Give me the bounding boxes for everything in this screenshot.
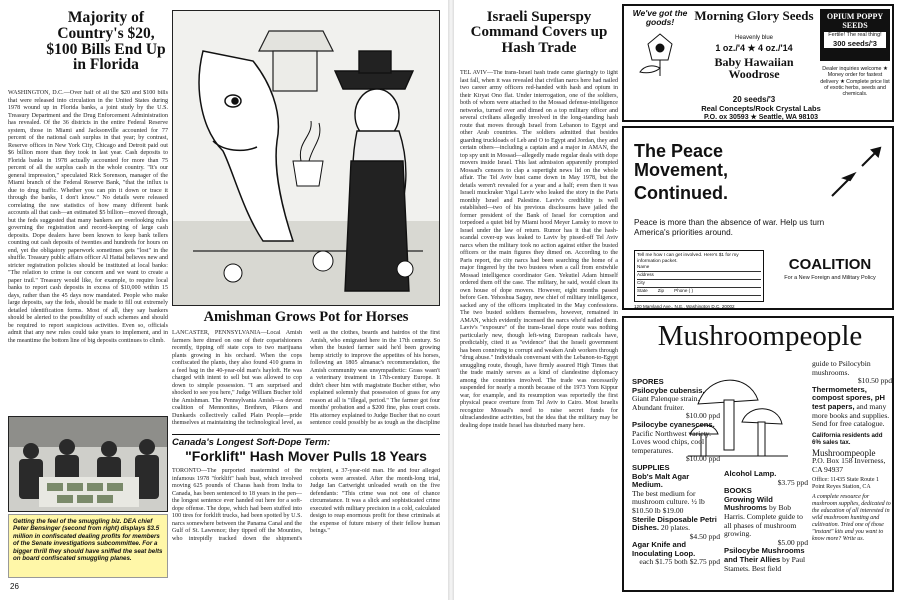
seeds-illustration [632,30,688,78]
forklift-kicker: Canada's Longest Soft-Dope Term: [172,437,331,448]
flower-icon [632,30,688,78]
cubensis-head: Psilocybe cubensis. [632,385,705,395]
amish-headline: Amishman Grows Pot for Horses [203,309,409,325]
petri-text: 20 plates. [660,523,691,533]
photo-bensinger [8,416,168,512]
petri-price: $4.50 ppd [689,531,720,541]
stamets-text: by Paul Stamets. Best field [724,554,806,573]
form-city-field[interactable] [637,280,761,288]
seeds-address: P.O. ox 30593 ★ Seattle, WA 98103 [703,114,819,121]
form-state-row[interactable] [637,288,761,296]
seeds-subtitle-1: Heavenly blue [734,35,774,41]
forklift-body: TORONTO—The purported mastermind of the infamous 1978 "forklift" hash bust, which involved moving 625 pounds of Charas hash from India to Canada, has been sentenced to 18 years in the pen—the longest sentence ever handed out here for a soft-dope offense. The dope, which had been stuffed into 100 tires for forklift trucks, had been spotted by U.S. narcs somewhere between the Panama Canal and the Gulf of St. Lawrence; they tipped off the Mounties, who intrepidly tracked down the shipment's recipient, a 37-year-old man. He and four alleged cohorts were arrested. After the month-long trial, Judge Ian Cartwright unloaded wrath on the five defendants: "This crime was not one of chance circumstance. It was a slick and sophisticated crime executed with military precision in a cold, calculated design to reap enormous profit for these criminals at the expense of future misery of their fellow human beings." [172,468,440,542]
left-page [0,0,448,600]
form-zip-label: Zip [657,288,665,294]
mp-name: Mushroompeople [812,447,876,458]
mushroom-col-3 [812,360,892,590]
seeds-title-2: Baby Hawaiian Woodrose [714,55,794,81]
books-head: BOOKS [724,486,752,496]
right-page [454,0,900,600]
guide-text: guide to Psilocybin mushrooms. [812,360,871,377]
stamets-head: Psilocybe Mushrooms and Their Allies [724,546,805,564]
page-number: 26 [10,582,19,591]
thermometers-head: Thermometers, compost spores, pH test papers, [812,384,885,411]
ad-seeds [622,4,894,122]
illustration-amish-horse [172,10,440,306]
tax-note: California residents add 6% sales tax. [812,431,883,446]
peace-form-line: Tell me how I can get involved. Here's $1 for my information packet. [637,253,739,264]
mushroom-title: Mushroompeople [657,320,863,352]
poppy-title: OPIUM POPPY SEEDS [826,12,884,30]
supplies-head: SUPPLIES [632,462,670,472]
seeds-title-1: Morning Glory Seeds [694,8,814,23]
mp-pobox: P.O. Box 158 Inverness, CA 94937 [812,456,886,474]
poppy-sub: Fertile! The real thing! [824,32,886,39]
cubensis-text: Giant Palenque strain. Abundant fruiter. [632,394,700,412]
cubensis-price: $10.00 ppd [685,411,720,421]
peace-org-address: 120 Maryland Ave., N.E., Washington D.C. 20002 [634,304,735,309]
florida-body: WASHINGTON, D.C.—Over half of all the $20 and $100 bills that were released into circulation in the United States during 1978 wound up in Florida banks, a joint study by the U.S. Treasury Department and the Drug Enforcement Administration has revealed. Of the 36 districts in the entire Federal Reserve system, those in Miami and Jacksonville accounted for 77 percent of the national cash surplus in that year; by contrast, Reserve offices in New York City, Chicago and Detroit paid out $6 billion more than they took in last year. Cash deposits to Florida banks in 1978 actually accounted for more than 75 percent of all the surplus cash in the whole country. "It's our general impression," speculated Rick Sorenson, manager of the Miami branch of the Federal Reserve Bank, "that the influx is due to drug traffic. Whether you can pin it down or trace it through the banks, I don't know." No details were released correlating the raw statistics of how many different bank accounts all that cash—an estimated $5 billion—moved through, but the feds suggested that many bankers are overlooking rules governing the registration and record-keeping of large cash deposits. Dope dealers have been known to keep bank tellers counting out cash deposits of twenties and hundreds for hours on end, yet the obligatory paperwork sometimes gets "lost" in the shuffle. Treasury public affairs officer Al Hattal believes new and stricter registration policies should be instituted at local banks: "The relation to crime is our concern and we want to create a paper trail." Treasury would like, for example, to require local banks to report cash deposits in excess of $10,000 within 15 days, rather than the 45 days now mandated. People who make large deposits, say the feds, should be made to fill out extremely detailed identification forms. Most of all, they say bankers should be alerted to the possibility of such schemes and should be required to report suspicious activities. Even so, officials admit that any new rules could take years to implement, and in the meantime the bottom line of big deposits continues to climb. [8,90,168,344]
lamp-price: $3.75 ppd [777,477,808,487]
thermometers-text: and many more books and supplies. Send for free catalogue. [812,401,890,429]
seeds-dealer-note: Dealer inquiries welcome ★ Money order for fastest delivery ★ Complete price list of exotic herbs, seeds and chemicals. [820,66,890,98]
peace-org-name: COALITION [788,256,872,273]
form-address-label: Address [637,272,654,278]
cyanescens-price: $10.00 ppd [685,454,720,464]
photo-caption [8,514,168,578]
knife-head: Agar Knife and Inoculating Loop. [632,540,696,558]
amish-body: LANCASTER, PENNSYLVANIA—Local Amish farmers here dimed on one of their coparishioners recently, tipping off state cops to two marijuana plants growing in his orchard. When the cops confiscated the plants, they also found 410 grams in a feed bag in the 40-year-old man's hayloft. He was charged with intent to sell but was allowed to cop down to simple possession. "I am surprised and shocked to see you here," Judge William Bucher told the Amishman. The Pennsylvania Amish—a devout coalition of Mennonites, Brethren, Pikers and Dunkards collectively called Plain People—pride themselves at maintaining the technological level, as well as the clothes, beards and hairdos of the first Amish, who emigrated here in the 17th century. So when the busted farmer said he'd been growing hemp strictly to improve the appetites of his horses, following an 1805 almanac's recommendation, the Amish community was unsympathetic: Grass wasn't a veterinary treatment in 17th-century Europe. It didn't cheer him with magistrate Bucher either, who explained solemnly that possession of grass for any reason at all is "illegal, period." The farmer got four months' probation and a $200 fine, plus court costs. His attorney explained to Judge Bucher that no court sentence could possibly be as tough as the discipline [172,330,440,426]
form-city-label: City [637,280,645,286]
knife-text: each $1.75 both $2.75 ppd [639,557,720,567]
cyanescens-head: Psilocybe cyanescens. [632,419,715,429]
agar-text: The best medium for mushroom culture. ½ lb $10.50 lb $19.00 [632,488,705,515]
form-name-label: Name [637,264,650,270]
growing-price: $5.00 ppd [777,537,808,547]
guide-price: $10.50 ppd [857,376,892,386]
peace-line-2: Movement, [634,160,729,180]
mp-office: Office: 11435 State Route 1 Point Reyes Station, CA [812,476,879,490]
florida-headline: Majority of Country's $20, $100 Bills End Up in Florida [46,9,166,74]
seeds-price-2: 20 seeds/'3 [732,95,776,104]
seeds-tagline: We've got the goods! [632,8,688,27]
amish-horse-drawing [173,11,440,306]
israel-headline: Israeli Superspy Command Covers up Hash Trade [470,9,608,56]
mp-blurb: A complete resource for mushroom supplies, dedicated to the education of all interested in wild mushroom hunting and cultivation. Tried one of those "instant" kits and you want to know more? Write us. [812,493,891,542]
mushroom-col-2 [724,470,808,590]
photo-bensinger-image [9,417,168,512]
cyanescens-text: Pacific Northwest variety. Loves wood chips, cool temperatures. [632,428,712,455]
growing-head: Growing Wild Mushrooms [724,494,773,513]
forklift-rule [172,434,440,435]
form-address-field[interactable] [637,272,761,280]
form-name-field[interactable] [637,264,761,272]
peace-headline [634,142,834,203]
growing-text: by Bob Harris. Complete guide to all phases of mushroom growing. [724,503,803,539]
forklift-headline: "Forklift" Hash Mover Pulls 18 Years [185,448,427,464]
peace-line-1: The Peace [634,141,724,161]
form-state-label: State [637,288,648,294]
spores-head: SPORES [632,378,664,386]
mushroom-col-1 [632,378,720,590]
ad-peace [622,126,894,310]
peace-body: Peace is more than the absence of war. Help us turn America's priorities around. [634,218,825,237]
lamp-head: Alcohol Lamp. [724,470,777,478]
missile-broken-icon [824,140,888,204]
peace-line-3: Continued. [634,183,728,203]
seeds-company: Real Concepts/Rock Crystal Labs [701,104,821,113]
peace-form [634,250,764,302]
form-phone-label: Phone ( ) [674,288,694,294]
seeds-price-1: 1 oz./'4 ★ 4 oz./'14 [715,43,793,53]
petri-head: Sterile Disposable Petri Dishes. [632,514,717,533]
ad-mushroompeople [622,316,894,592]
peace-org-sub: For a New Foreign and Military Policy [784,275,876,281]
photo-caption-text: Getting the feel of the smuggling biz. DEA chief Peter Bensinger (second from right) displays $3.5 million in confiscated dealing profits for members of the Senate investigations subcommittee. For a bigger thrill they should have sniffed the seat belts on board confiscated smuggling planes. [13,518,163,563]
agar-head: Bob's Malt Agar Medium. [632,471,690,490]
seeds-poppy-badge [820,9,890,61]
israel-body: TEL AVIV—The trans-Israel hash trade came glaringly to light last fall, when it was revealed that civilian narcs here had nailed two career army officers red-handed with hash and opium in their Kiryat Ono flat. Under interrogation, one of the soldiers, both of whom were attached to the Mossad defense-intelligence networks, turned over and dimed on a top military officer and several civilians allegedly involved in the long-standing hash route that moves through Israel from Lebanon to Egypt and other Arab countries. The soldiers admitted that besides guarding truckloads of Leb and O to Egypt and Jordan, they and certain others—including a captain and a major in AMAN, the top spy unit in Mossad—allegedly made regular deals with dope movers inside Israel. This last admission apparently prompted Mossad's censors to clap a supertight news lid on the whole affair. The Tel Aviv bust came down in May 1978, but the details weren't revealed for a year and a half; even then it was Israeli muckraker Yigal Laviv who leaked the story in the Paris monthly Israel and Palestine. Laviv's credibility is well established—two of his previous disclosures have jailed the former president of the Bank of Israel for corruption and torpedoed a quiet bid by Miami hood Meyer Lansky to move to Israel under the law of return. Rumor has it that the hash-scandal cover-up was leaked to Laviv by pissed-off Tel Aviv narcs when the military took no action against either the busted officers or the main figures they dimed on. According to the Paris report, the city narcs had been searching the home of a major fingered by the two bustees when a call from erstwhile Mossad intelligence coordinator Gen. Yekutiel Adam himself ordered them off the case. The military, he said, would clean its own house of dope movers. However, eight months passed before Gen. Yehoshua Saguy, new chief of military intelligence, sacked any of the officers implicated in the May confessions. The two busted soldiers themselves, however, remained in AMAN, which evidently incensed the narcs who'd nailed them. Laviv's "exposure" of the trans-Israel dope route was nothing particularly new, though left-wing European radicals have, predictably, cited it as "evidence" that the Israeli government has been conniving to corrupt and weaken Arab workers through "drug abuse." Individuals conversant with the Lebanon-to-Egypt smuggling route, though, have firmly assured High Times that the trade mainly serves as a kind of clandestine diplomacy among the countries involved. The trade was necessarily suspended for nearly a month because of the 1973 Yom Kippur war, for example, and its resumption was reportedly the first physical peace overture from Tel Aviv to Cairo. Most Israelis recognize Mossad's need to raise secret funds for ultraclandestine activities, but the idea that the military may be dealing dope inside Israel has disturbed many here. [460,70,618,429]
poppy-price: 300 seeds/'3 [824,39,886,48]
